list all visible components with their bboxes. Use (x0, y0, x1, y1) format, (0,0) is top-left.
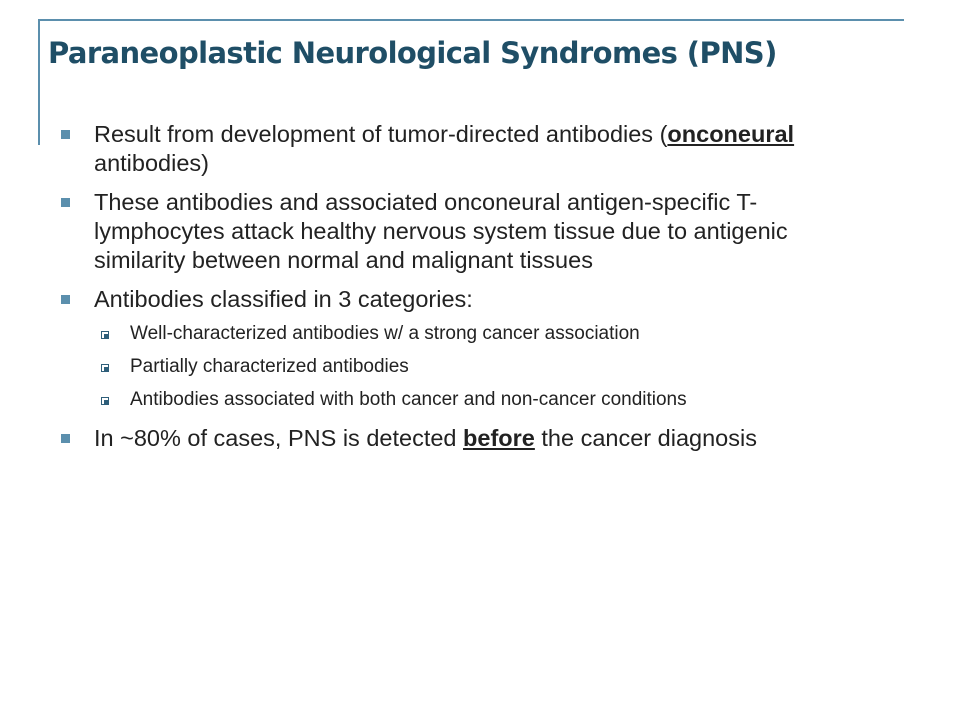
square-bullet-icon (61, 198, 70, 207)
bullet-text-before: In ~80% of cases, PNS is detected (94, 425, 464, 451)
bullet-text-after: antibodies) (94, 150, 209, 176)
sub-bullet-item (58, 322, 878, 346)
bullet-text: These antibodies and associated onconeural antigen-specific T-lymphocytes attack healthy nervous system tissue due to antigenic similarity between normal and malignant tissues (94, 189, 788, 273)
hollow-square-bullet-icon (101, 331, 109, 339)
square-bullet-icon (61, 130, 70, 139)
sub-bullet-item (58, 355, 878, 379)
bullet-list (58, 120, 878, 463)
bullet-item (58, 424, 878, 453)
frame-top-line (38, 19, 904, 21)
slide-title: Paraneoplastic Neurological Syndromes (PNS) (48, 36, 777, 70)
square-bullet-icon (61, 295, 70, 304)
hollow-square-bullet-icon (101, 364, 109, 372)
bullet-text: Antibodies classified in 3 categories: (94, 286, 473, 312)
bullet-item (58, 285, 878, 314)
bullet-item (58, 120, 878, 178)
hollow-square-bullet-icon (101, 397, 109, 405)
sub-bullet-text: Well-characterized antibodies w/ a strong cancer association (130, 323, 640, 344)
bullet-text-before: Result from development of tumor-directed antibodies ( (94, 121, 668, 147)
sub-bullet-text: Partially characterized antibodies (130, 356, 409, 377)
bullet-item (58, 188, 878, 275)
emphasis-text: before (463, 425, 535, 451)
square-bullet-icon (61, 434, 70, 443)
sub-bullet-item (58, 388, 878, 412)
frame-left-line (38, 19, 40, 145)
sub-bullet-text: Antibodies associated with both cancer and non-cancer conditions (130, 389, 687, 410)
emphasis-text: onconeural (667, 121, 795, 147)
sub-bullet-list (58, 322, 878, 412)
bullet-text-after: the cancer diagnosis (534, 425, 757, 451)
